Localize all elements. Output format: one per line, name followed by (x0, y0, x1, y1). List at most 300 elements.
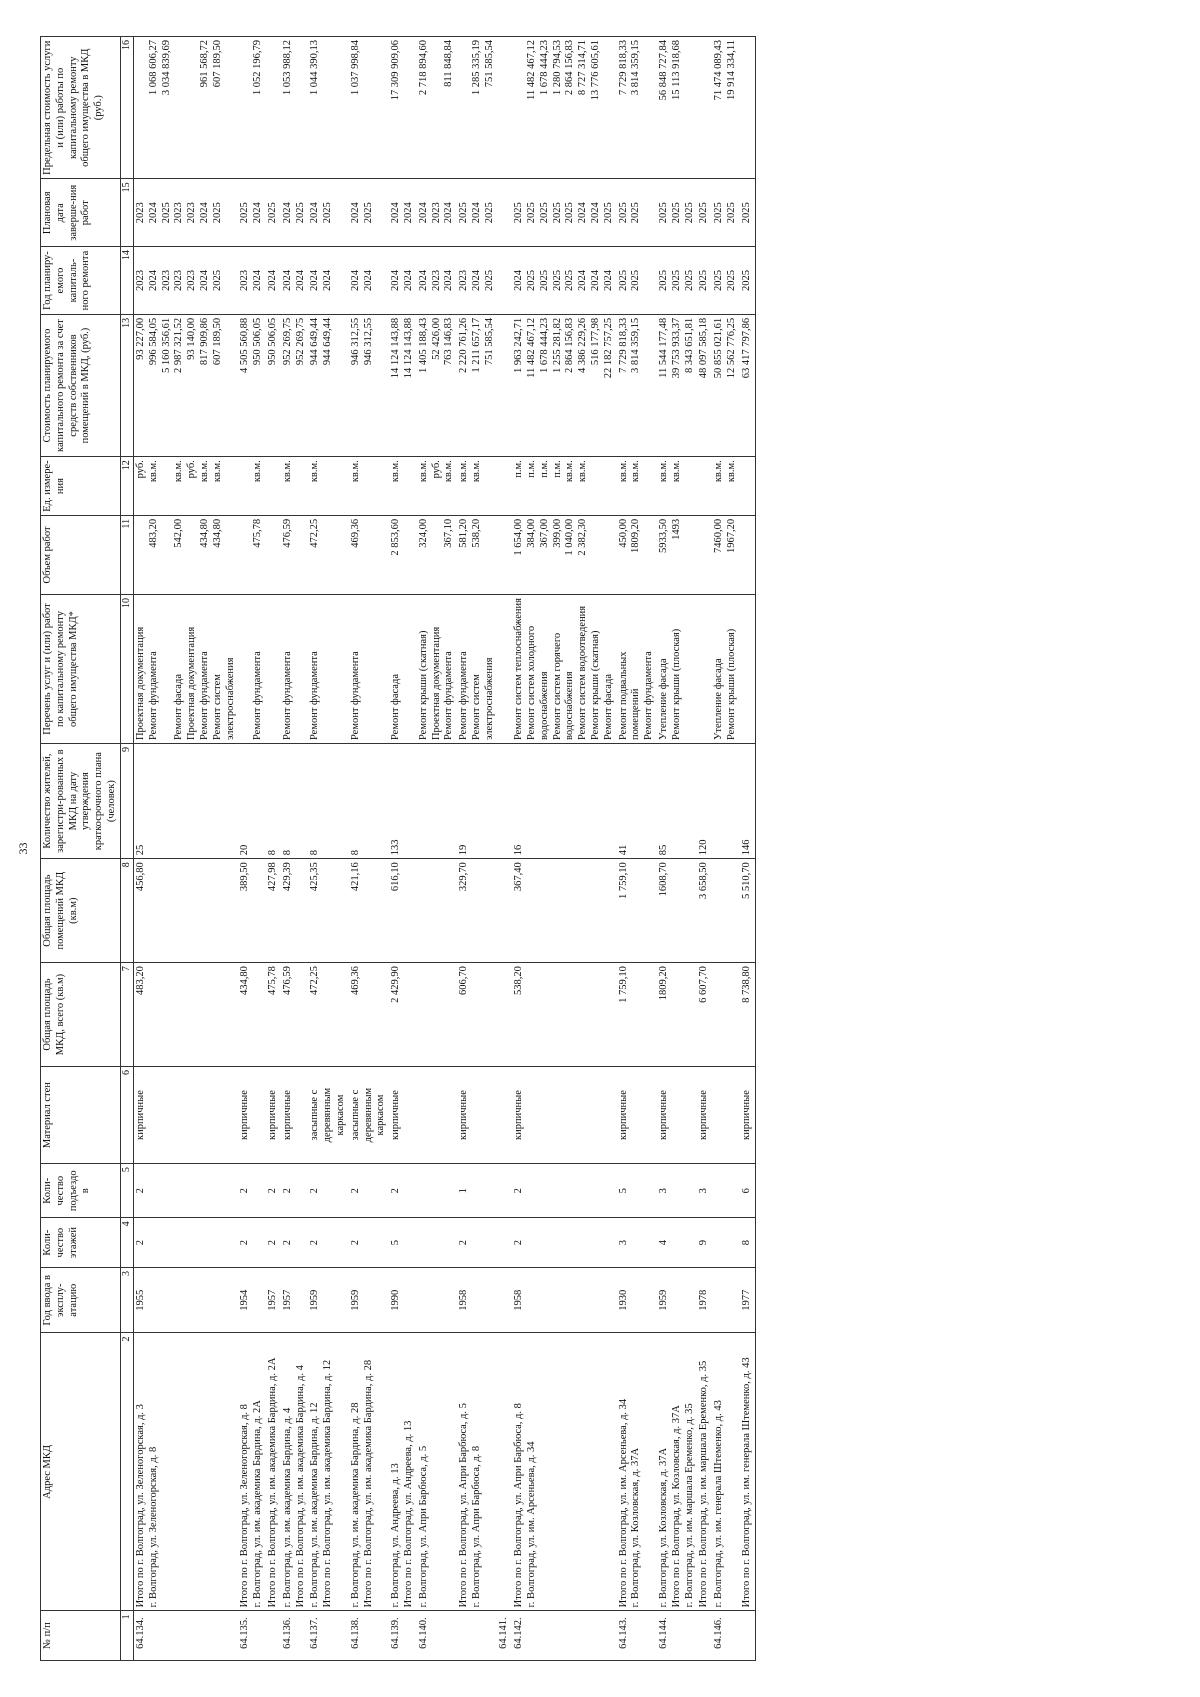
cell-value: 1958 (513, 1289, 525, 1311)
cell-line: Проектная документация (134, 626, 146, 741)
cell-area-total (457, 963, 497, 1067)
cell-value: кирпичные (239, 1090, 251, 1140)
cell-plan-year (712, 247, 740, 315)
cell-value: 538,20 (513, 966, 525, 995)
cell-entrances (657, 1164, 697, 1218)
cell-cost (281, 314, 309, 456)
cell-volume (266, 515, 281, 594)
column-header-6: Материал стен (41, 1067, 121, 1164)
cell-line: 542,00 (173, 518, 185, 548)
cell-line: 2024 (513, 270, 525, 292)
cell-line: 1 255 281,82 (551, 317, 563, 374)
cell-year (697, 1268, 712, 1334)
cell-value: 2 (309, 1240, 321, 1246)
cell-line: 1 068 606,27 (147, 40, 159, 96)
table-row (512, 37, 616, 1661)
cell-value: 64.135. (239, 1617, 251, 1649)
cell-works (266, 594, 281, 743)
cell-line: 324,00 (417, 518, 429, 548)
cell-line: Проектная документация (186, 626, 198, 741)
cell-residents (133, 744, 238, 859)
cell-num (349, 1611, 389, 1661)
column-number-14: 14 (120, 247, 133, 315)
cell-value: кирпичные (266, 1090, 278, 1140)
cell-line: Утепление фасада (658, 658, 670, 741)
column-header-8: Общая площадь помещений МКД (кв.м) (41, 859, 121, 963)
cell-works (497, 594, 512, 743)
cell-line: 2025 (630, 270, 642, 292)
cell-area-rooms (417, 859, 457, 963)
cell-line: 2024 (402, 202, 414, 224)
cell-line: 475,78 (252, 518, 264, 548)
cell-area-rooms (712, 859, 740, 963)
cell-line: Проектная документация (430, 626, 442, 741)
cell-limit (417, 37, 457, 179)
cell-limit (133, 37, 238, 179)
cell-line: г. Волгоград, ул. им. академика Бардина, д. 12 (309, 1402, 321, 1608)
cell-line: г. Волгоград, ул. им. генерала Штеменко, д. 43 (713, 1400, 725, 1608)
cell-residents (417, 744, 457, 859)
cell-line: 2024 (577, 270, 589, 292)
cell-plan-year (497, 247, 512, 315)
cell-line: 1 678 444,23 (538, 317, 550, 374)
cell-works (417, 594, 457, 743)
cell-cost (697, 314, 712, 456)
cell-value: кирпичные (513, 1090, 525, 1140)
cell-line: 2024 (252, 270, 264, 292)
cell-plan-year (389, 247, 417, 315)
cell-address (266, 1333, 281, 1611)
cell-line: 952 269,75 (281, 317, 293, 366)
cell-line: 2024 (390, 202, 402, 224)
cell-line: 2023 (186, 202, 198, 224)
cell-walls (740, 1067, 755, 1164)
cell-walls (712, 1067, 740, 1164)
cell-line: 7 729 818,33 (617, 317, 629, 374)
cell-end-date (133, 179, 238, 247)
cell-line: 93 140,00 (186, 317, 198, 360)
cell-year (281, 1268, 309, 1334)
cell-works (238, 594, 266, 743)
cell-line: 2025 (683, 202, 695, 224)
cell-floors (417, 1218, 457, 1268)
cell-line: 2025 (362, 202, 374, 224)
cell-line: кв.м. (630, 460, 642, 483)
cell-line: 2 864 156,83 (564, 40, 576, 96)
cell-line (513, 40, 526, 175)
cell-line (741, 598, 754, 740)
table-row (457, 37, 497, 1661)
cell-floors (457, 1218, 497, 1268)
cell-line: Ремонт крыши (скатная) (417, 630, 429, 741)
cell-line: г. Волгоград, ул. Апри Барбюса, д. 8 (470, 1445, 482, 1608)
cell-line: Итого по г. Волгоград, ул. Зеленогорская, д. 8 (239, 1404, 251, 1608)
cell-year (389, 1268, 417, 1334)
cell-area-rooms (349, 859, 389, 963)
cell-value: кирпичные (617, 1090, 629, 1140)
cell-value: 20 (239, 844, 251, 856)
cell-line: 2024 (147, 270, 159, 292)
column-header-9: Количество жителей, зарегистри-рованных в МКД на дату утверждения краткосрочного плана (человек) (41, 744, 121, 859)
cell-floors (133, 1218, 238, 1268)
cell-line (239, 40, 252, 175)
cell-line: 2024 (443, 202, 455, 224)
cell-limit (238, 37, 266, 179)
cell-line: 63 417 797,86 (740, 317, 752, 379)
cell-address (417, 1333, 457, 1611)
cell-residents (712, 744, 740, 859)
cell-line: Ремонт фундамента (643, 651, 655, 741)
cell-value: 1978 (698, 1289, 710, 1311)
cell-plan-year (133, 247, 238, 315)
cell-line: 1809,20 (630, 518, 642, 554)
cell-line: Ремонт фасада (390, 674, 402, 741)
cell-line (186, 519, 199, 591)
cell-line: 2025 (617, 270, 629, 292)
cell-residents (457, 744, 497, 859)
cell-line: руб. (186, 460, 198, 479)
cell-floors (389, 1218, 417, 1268)
cell-value: 5 (390, 1240, 402, 1246)
cell-line: 2024 (309, 202, 321, 224)
cell-line: 71 474 089,43 (713, 40, 725, 101)
cell-line: 1 285 335,19 (470, 40, 482, 96)
cell-line: г. Волгоград, ул. Зеленогорская, д. 8 (147, 1446, 159, 1608)
repair-plan-table (40, 36, 756, 1661)
cell-cost (417, 314, 457, 456)
cell-line: 2025 (698, 270, 710, 292)
cell-line: 2025 (726, 270, 738, 292)
cell-line: Ремонт систем холодного водоснабжения (526, 625, 550, 741)
cell-line (403, 40, 416, 175)
cell-unit (281, 457, 309, 516)
cell-line: 11 482 467,12 (526, 317, 538, 378)
cell-area-total (740, 963, 755, 1067)
table-row (417, 37, 457, 1661)
cell-line: 516 177,98 (590, 317, 602, 366)
column-header-3: Год ввода в эксплу-атацию (41, 1268, 121, 1334)
cell-volume (457, 515, 497, 594)
cell-line: 2025 (670, 270, 682, 292)
cell-line: 2025 (658, 202, 670, 224)
cell-line: 2023 (173, 202, 185, 224)
cell-end-date (740, 179, 755, 247)
cell-line (239, 519, 252, 591)
cell-line: 2025 (564, 270, 576, 292)
column-header-14: Год планиру-емого капиталь-ного ремонта (41, 247, 121, 315)
cell-walls (497, 1067, 512, 1164)
column-number-8: 8 (120, 859, 133, 963)
cell-value: 8 (281, 849, 293, 856)
cell-line: 2024 (309, 270, 321, 292)
cell-line: 811 848,84 (443, 40, 455, 87)
cell-value: 1957 (266, 1289, 278, 1311)
cell-value: кирпичные (390, 1090, 402, 1140)
cell-line: 17 309 909,06 (390, 40, 402, 101)
cell-value: 2 (239, 1240, 251, 1246)
table-row (657, 37, 697, 1661)
cell-line: кв.м. (443, 460, 455, 483)
cell-line: 469,36 (349, 518, 361, 548)
cell-value: 2 (281, 1240, 293, 1246)
cell-line: кв.м. (390, 460, 402, 483)
cell-unit (238, 457, 266, 516)
cell-plan-year (266, 247, 281, 315)
cell-volume (512, 515, 616, 594)
cell-area-rooms (389, 859, 417, 963)
cell-line: Итого по г. Волгоград, ул. Зеленогорская, д. 3 (134, 1404, 146, 1608)
cell-line: 2025 (630, 202, 642, 224)
cell-line: Ремонт систем горячего водоснабжения (551, 632, 576, 741)
cell-entrances (266, 1164, 281, 1218)
cell-num (512, 1611, 616, 1661)
cell-line (431, 40, 444, 175)
cell-value: 1 759,10 (617, 966, 629, 1003)
cell-line: 2025 (713, 270, 725, 292)
cell-line (295, 460, 308, 512)
cell-line: 2025 (658, 270, 670, 292)
cell-line (186, 40, 199, 175)
cell-volume (497, 515, 512, 594)
cell-value: 64.136. (281, 1617, 293, 1649)
cell-plan-year (349, 247, 389, 315)
cell-line: 8 343 651,81 (683, 317, 695, 374)
cell-line: Ремонт фасада (602, 674, 614, 741)
cell-entrances (457, 1164, 497, 1218)
table-row (308, 37, 348, 1661)
cell-end-date (281, 179, 309, 247)
cell-line: 2024 (349, 202, 361, 224)
cell-num (617, 1611, 657, 1661)
column-number-6: 6 (120, 1067, 133, 1164)
cell-unit (497, 457, 512, 516)
cell-value: 8 (266, 849, 278, 856)
cell-value: 2 (281, 1188, 293, 1194)
cell-line: 1967,20 (726, 518, 738, 554)
cell-area-total (712, 963, 740, 1067)
cell-plan-year (238, 247, 266, 315)
cell-area-rooms (281, 859, 309, 963)
cell-line: 751 585,54 (483, 317, 495, 366)
cell-value: 2 (134, 1240, 146, 1246)
cell-line: 2025 (526, 270, 538, 292)
cell-line: 2025 (526, 202, 538, 224)
cell-volume (389, 515, 417, 594)
cell-floors (712, 1218, 740, 1268)
cell-line: 2024 (417, 270, 429, 292)
cell-line: 1 405 188,43 (417, 317, 429, 374)
cell-line: 2024 (443, 270, 455, 292)
cell-value: 6 (740, 1188, 752, 1194)
cell-cost (512, 314, 616, 456)
cell-line: 996 584,05 (147, 317, 159, 366)
cell-value: 4 (658, 1240, 670, 1246)
cell-line (267, 519, 280, 591)
cell-works (349, 594, 389, 743)
cell-line: 2025 (713, 202, 725, 224)
cell-line (403, 460, 416, 512)
cell-plan-year (740, 247, 755, 315)
cell-year (308, 1268, 348, 1334)
cell-line (363, 519, 376, 591)
cell-line: Ремонт систем теплоснабжения (513, 597, 525, 741)
cell-line: 2024 (266, 270, 278, 292)
cell-value: 64.143. (617, 1617, 629, 1649)
cell-value: 5 (617, 1188, 629, 1194)
cell-value: 19 (458, 844, 470, 856)
cell-value: 1954 (239, 1289, 251, 1311)
table-row (389, 37, 417, 1661)
cell-line: г. Волгоград, ул. Козловская, д. 37А (630, 1447, 642, 1608)
cell-walls (657, 1067, 697, 1164)
cell-line: 2025 (160, 202, 172, 224)
cell-line: 2023 (173, 270, 185, 292)
cell-line: 1 044 390,13 (309, 40, 321, 96)
column-number-5: 5 (120, 1164, 133, 1218)
column-header-4: Коли-чество этажей (41, 1218, 121, 1268)
cell-address (133, 1333, 238, 1611)
cell-num (417, 1611, 457, 1661)
cell-cost (238, 314, 266, 456)
page-number: 33 (16, 842, 30, 855)
cell-year (512, 1268, 616, 1334)
cell-line: 2025 (683, 270, 695, 292)
cell-line (135, 519, 148, 591)
column-number-row (120, 37, 133, 1661)
cell-line (239, 598, 252, 740)
cell-area-total (349, 963, 389, 1067)
cell-line: 1 037 998,84 (349, 40, 361, 96)
cell-residents (617, 744, 657, 859)
cell-line: 2023 (160, 270, 172, 292)
table-row (238, 37, 266, 1661)
cell-line: 2025 (211, 202, 223, 224)
cell-value: 2 (390, 1188, 402, 1194)
cell-value: 8 (740, 1240, 752, 1246)
cell-line (239, 460, 252, 512)
cell-line: 2 718 894,60 (417, 40, 429, 96)
cell-works (308, 594, 348, 743)
cell-line: 2025 (322, 202, 334, 224)
column-header-2: Адрес МКД (41, 1333, 121, 1611)
column-header-12: Ед. измере-ния (41, 457, 121, 516)
cell-num (497, 1611, 512, 1661)
column-number-4: 4 (120, 1218, 133, 1268)
cell-value: 1959 (658, 1289, 670, 1311)
cell-plan-year (308, 247, 348, 315)
cell-address (389, 1333, 417, 1611)
cell-value: 41 (617, 844, 629, 856)
cell-value: засыпные с деревянным каркасом (349, 1087, 387, 1143)
cell-line: 367,10 (443, 518, 455, 548)
cell-works (712, 594, 740, 743)
cell-address (281, 1333, 309, 1611)
cell-year (457, 1268, 497, 1334)
cell-line: Ремонт крыши (плоская) (726, 628, 738, 741)
cell-line: 2024 (147, 202, 159, 224)
cell-line: 2025 (670, 202, 682, 224)
cell-value: 25 (134, 844, 146, 856)
cell-line: п.м. (513, 460, 525, 478)
cell-line: 483,20 (147, 518, 159, 548)
cell-value: кирпичные (134, 1090, 146, 1140)
cell-line: 950 506,05 (252, 317, 264, 366)
cell-line: 2024 (577, 202, 589, 224)
cell-line (698, 519, 711, 591)
cell-line: кв.м. (726, 460, 738, 483)
cell-line: 5 160 356,61 (160, 317, 172, 374)
cell-volume (617, 515, 657, 594)
cell-works (512, 594, 616, 743)
cell-limit (657, 37, 697, 179)
cell-line: Итого по г. Волгоград, ул. Козловская, д. 37А (670, 1405, 682, 1608)
cell-value: 64.137. (309, 1617, 321, 1649)
cell-line: кв.м. (252, 460, 264, 483)
cell-value: 3 (617, 1240, 629, 1246)
cell-cost (657, 314, 697, 456)
cell-line: кв.м. (670, 460, 682, 483)
column-header-13: Стоимость планируемого капитального ремонта за счет средств собственников помещений в МКД, (руб.) (41, 314, 121, 456)
cell-line: 52 426,00 (430, 317, 442, 360)
cell-line: г. Волгоград, ул. им. Арсеньева, д. 34 (526, 1441, 538, 1608)
cell-line (741, 519, 754, 591)
cell-line (267, 598, 280, 740)
cell-line: 48 097 585,18 (698, 317, 710, 379)
cell-line: Ремонт фундамента (309, 651, 321, 741)
cell-line (741, 40, 754, 175)
column-number-1: 1 (120, 1611, 133, 1661)
cell-line: 2024 (402, 270, 414, 292)
cell-line: 450,00 (617, 518, 629, 548)
cell-plan-year (457, 247, 497, 315)
cell-address (308, 1333, 348, 1611)
cell-unit (740, 457, 755, 516)
cell-line: кв.м. (198, 460, 210, 483)
cell-volume (712, 515, 740, 594)
cell-value: 483,20 (134, 966, 146, 995)
cell-value: 6 607,70 (698, 966, 710, 1003)
cell-year (417, 1268, 457, 1334)
cell-residents (389, 744, 417, 859)
cell-value: 2 (349, 1188, 361, 1194)
cell-walls (512, 1067, 616, 1164)
cell-value: 9 (698, 1240, 710, 1246)
cell-entrances (712, 1164, 740, 1218)
cell-line: 19 914 334,11 (726, 40, 738, 100)
cell-walls (266, 1067, 281, 1164)
cell-line: 384,00 (526, 518, 538, 548)
cell-line: 2024 (252, 202, 264, 224)
cell-line: 607 189,50 (211, 317, 223, 366)
cell-unit (389, 457, 417, 516)
cell-num (712, 1611, 740, 1661)
cell-line: 2024 (198, 202, 210, 224)
cell-residents (697, 744, 712, 859)
cell-line: 1 052 196,79 (252, 40, 264, 96)
cell-area-rooms (308, 859, 348, 963)
cell-line: 8 727 314,71 (577, 40, 589, 96)
cell-line: 950 506,05 (266, 317, 278, 366)
cell-residents (349, 744, 389, 859)
cell-plan-year (697, 247, 712, 315)
cell-value: 1957 (281, 1289, 293, 1311)
cell-line: 1 280 794,53 (551, 40, 563, 96)
cell-entrances (497, 1164, 512, 1218)
cell-line: п.м. (538, 460, 550, 478)
cell-line: 5933,50 (658, 518, 670, 554)
cell-line (295, 598, 308, 740)
cell-line: 4 386 229,26 (577, 317, 589, 374)
